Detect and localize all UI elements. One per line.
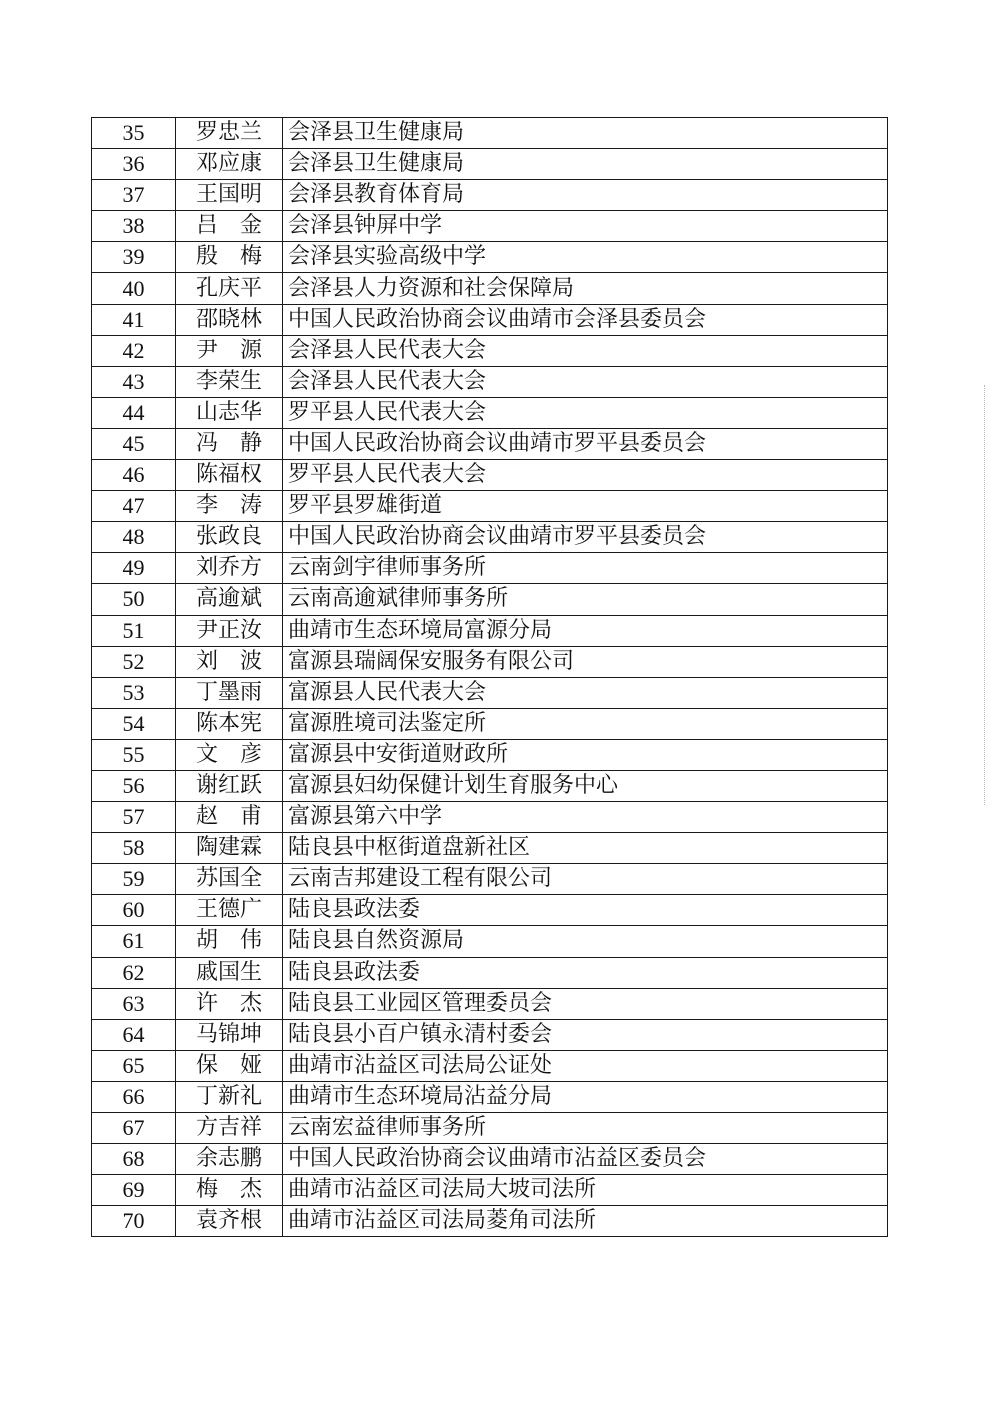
table-row bbox=[92, 1175, 888, 1206]
table-row bbox=[92, 739, 888, 770]
organization: 富源县妇幼保健计划生育服务中心 bbox=[283, 770, 888, 801]
table-row bbox=[92, 118, 888, 149]
row-number: 43 bbox=[92, 366, 176, 397]
person-name: 许 杰 bbox=[176, 988, 283, 1019]
table-row bbox=[92, 646, 888, 677]
organization: 曲靖市生态环境局沾益分局 bbox=[283, 1081, 888, 1112]
table-row bbox=[92, 1050, 888, 1081]
person-name: 邵晓林 bbox=[176, 304, 283, 335]
row-number: 49 bbox=[92, 553, 176, 584]
row-number: 40 bbox=[92, 273, 176, 304]
table-row bbox=[92, 366, 888, 397]
roster-table bbox=[91, 117, 888, 1237]
row-number: 63 bbox=[92, 988, 176, 1019]
row-number: 65 bbox=[92, 1050, 176, 1081]
person-name: 邓应康 bbox=[176, 149, 283, 180]
person-name: 冯 静 bbox=[176, 428, 283, 459]
row-number: 61 bbox=[92, 926, 176, 957]
row-number: 64 bbox=[92, 1019, 176, 1050]
person-name: 谢红跃 bbox=[176, 770, 283, 801]
table-row bbox=[92, 864, 888, 895]
row-number: 39 bbox=[92, 242, 176, 273]
organization: 会泽县卫生健康局 bbox=[283, 149, 888, 180]
table-row bbox=[92, 1019, 888, 1050]
organization: 曲靖市沾益区司法局大坡司法所 bbox=[283, 1175, 888, 1206]
scan-edge-marks bbox=[984, 385, 987, 805]
organization: 会泽县实验高级中学 bbox=[283, 242, 888, 273]
person-name: 张政良 bbox=[176, 522, 283, 553]
row-number: 53 bbox=[92, 677, 176, 708]
person-name: 刘乔方 bbox=[176, 553, 283, 584]
person-name: 戚国生 bbox=[176, 957, 283, 988]
organization: 中国人民政治协商会议曲靖市罗平县委员会 bbox=[283, 428, 888, 459]
row-number: 59 bbox=[92, 864, 176, 895]
row-number: 66 bbox=[92, 1081, 176, 1112]
row-number: 42 bbox=[92, 335, 176, 366]
organization: 会泽县人民代表大会 bbox=[283, 366, 888, 397]
table-row bbox=[92, 895, 888, 926]
person-name: 方吉祥 bbox=[176, 1113, 283, 1144]
organization: 陆良县中枢街道盘新社区 bbox=[283, 833, 888, 864]
organization: 会泽县人民代表大会 bbox=[283, 335, 888, 366]
organization: 会泽县钟屏中学 bbox=[283, 211, 888, 242]
person-name: 高逾斌 bbox=[176, 584, 283, 615]
roster-body bbox=[92, 118, 888, 1237]
table-row bbox=[92, 770, 888, 801]
person-name: 陈福权 bbox=[176, 460, 283, 491]
organization: 富源胜境司法鉴定所 bbox=[283, 708, 888, 739]
row-number: 37 bbox=[92, 180, 176, 211]
row-number: 52 bbox=[92, 646, 176, 677]
table-row bbox=[92, 428, 888, 459]
row-number: 46 bbox=[92, 460, 176, 491]
person-name: 袁齐根 bbox=[176, 1206, 283, 1237]
person-name: 刘 波 bbox=[176, 646, 283, 677]
table-row bbox=[92, 988, 888, 1019]
row-number: 62 bbox=[92, 957, 176, 988]
person-name: 李荣生 bbox=[176, 366, 283, 397]
table-row bbox=[92, 491, 888, 522]
row-number: 55 bbox=[92, 739, 176, 770]
organization: 陆良县小百户镇永清村委会 bbox=[283, 1019, 888, 1050]
row-number: 58 bbox=[92, 833, 176, 864]
organization: 曲靖市沾益区司法局公证处 bbox=[283, 1050, 888, 1081]
person-name: 赵 甫 bbox=[176, 802, 283, 833]
organization: 曲靖市沾益区司法局菱角司法所 bbox=[283, 1206, 888, 1237]
person-name: 尹正汝 bbox=[176, 615, 283, 646]
table-row bbox=[92, 522, 888, 553]
organization: 罗平县罗雄街道 bbox=[283, 491, 888, 522]
table-row bbox=[92, 242, 888, 273]
organization: 陆良县政法委 bbox=[283, 895, 888, 926]
row-number: 36 bbox=[92, 149, 176, 180]
organization: 云南剑宇律师事务所 bbox=[283, 553, 888, 584]
table-row bbox=[92, 1206, 888, 1237]
organization: 中国人民政治协商会议曲靖市罗平县委员会 bbox=[283, 522, 888, 553]
table-row bbox=[92, 273, 888, 304]
person-name: 丁新礼 bbox=[176, 1081, 283, 1112]
organization: 罗平县人民代表大会 bbox=[283, 397, 888, 428]
table-row bbox=[92, 180, 888, 211]
organization: 富源县中安街道财政所 bbox=[283, 739, 888, 770]
person-name: 陶建霖 bbox=[176, 833, 283, 864]
table-row bbox=[92, 677, 888, 708]
organization: 罗平县人民代表大会 bbox=[283, 460, 888, 491]
row-number: 35 bbox=[92, 118, 176, 149]
person-name: 梅 杰 bbox=[176, 1175, 283, 1206]
person-name: 陈本宪 bbox=[176, 708, 283, 739]
table-row bbox=[92, 584, 888, 615]
row-number: 41 bbox=[92, 304, 176, 335]
row-number: 60 bbox=[92, 895, 176, 926]
person-name: 尹 源 bbox=[176, 335, 283, 366]
table-row bbox=[92, 1113, 888, 1144]
row-number: 56 bbox=[92, 770, 176, 801]
organization: 会泽县人力资源和社会保障局 bbox=[283, 273, 888, 304]
table-row bbox=[92, 149, 888, 180]
person-name: 山志华 bbox=[176, 397, 283, 428]
table-row bbox=[92, 304, 888, 335]
person-name: 余志鹏 bbox=[176, 1144, 283, 1175]
table-row bbox=[92, 460, 888, 491]
row-number: 44 bbox=[92, 397, 176, 428]
person-name: 丁墨雨 bbox=[176, 677, 283, 708]
person-name: 保 娅 bbox=[176, 1050, 283, 1081]
table-row bbox=[92, 335, 888, 366]
organization: 陆良县工业园区管理委员会 bbox=[283, 988, 888, 1019]
organization: 富源县第六中学 bbox=[283, 802, 888, 833]
organization: 富源县人民代表大会 bbox=[283, 677, 888, 708]
table-row bbox=[92, 615, 888, 646]
row-number: 69 bbox=[92, 1175, 176, 1206]
organization: 云南吉邦建设工程有限公司 bbox=[283, 864, 888, 895]
organization: 中国人民政治协商会议曲靖市会泽县委员会 bbox=[283, 304, 888, 335]
table-row bbox=[92, 211, 888, 242]
row-number: 68 bbox=[92, 1144, 176, 1175]
row-number: 50 bbox=[92, 584, 176, 615]
person-name: 王德广 bbox=[176, 895, 283, 926]
row-number: 38 bbox=[92, 211, 176, 242]
person-name: 文 彦 bbox=[176, 739, 283, 770]
person-name: 李 涛 bbox=[176, 491, 283, 522]
organization: 陆良县自然资源局 bbox=[283, 926, 888, 957]
person-name: 殷 梅 bbox=[176, 242, 283, 273]
row-number: 45 bbox=[92, 428, 176, 459]
table-row bbox=[92, 397, 888, 428]
organization: 云南高逾斌律师事务所 bbox=[283, 584, 888, 615]
table-row bbox=[92, 833, 888, 864]
person-name: 马锦坤 bbox=[176, 1019, 283, 1050]
person-name: 苏国全 bbox=[176, 864, 283, 895]
organization: 中国人民政治协商会议曲靖市沾益区委员会 bbox=[283, 1144, 888, 1175]
person-name: 罗忠兰 bbox=[176, 118, 283, 149]
organization: 曲靖市生态环境局富源分局 bbox=[283, 615, 888, 646]
table-row bbox=[92, 926, 888, 957]
organization: 陆良县政法委 bbox=[283, 957, 888, 988]
organization: 会泽县卫生健康局 bbox=[283, 118, 888, 149]
row-number: 70 bbox=[92, 1206, 176, 1237]
person-name: 王国明 bbox=[176, 180, 283, 211]
person-name: 孔庆平 bbox=[176, 273, 283, 304]
organization: 云南宏益律师事务所 bbox=[283, 1113, 888, 1144]
row-number: 54 bbox=[92, 708, 176, 739]
table-row bbox=[92, 802, 888, 833]
table-row bbox=[92, 553, 888, 584]
organization: 会泽县教育体育局 bbox=[283, 180, 888, 211]
row-number: 47 bbox=[92, 491, 176, 522]
organization: 富源县瑞阔保安服务有限公司 bbox=[283, 646, 888, 677]
table-row bbox=[92, 1144, 888, 1175]
person-name: 吕 金 bbox=[176, 211, 283, 242]
table-row bbox=[92, 708, 888, 739]
person-name: 胡 伟 bbox=[176, 926, 283, 957]
row-number: 48 bbox=[92, 522, 176, 553]
row-number: 67 bbox=[92, 1113, 176, 1144]
row-number: 51 bbox=[92, 615, 176, 646]
table-row bbox=[92, 1081, 888, 1112]
table-row bbox=[92, 957, 888, 988]
row-number: 57 bbox=[92, 802, 176, 833]
